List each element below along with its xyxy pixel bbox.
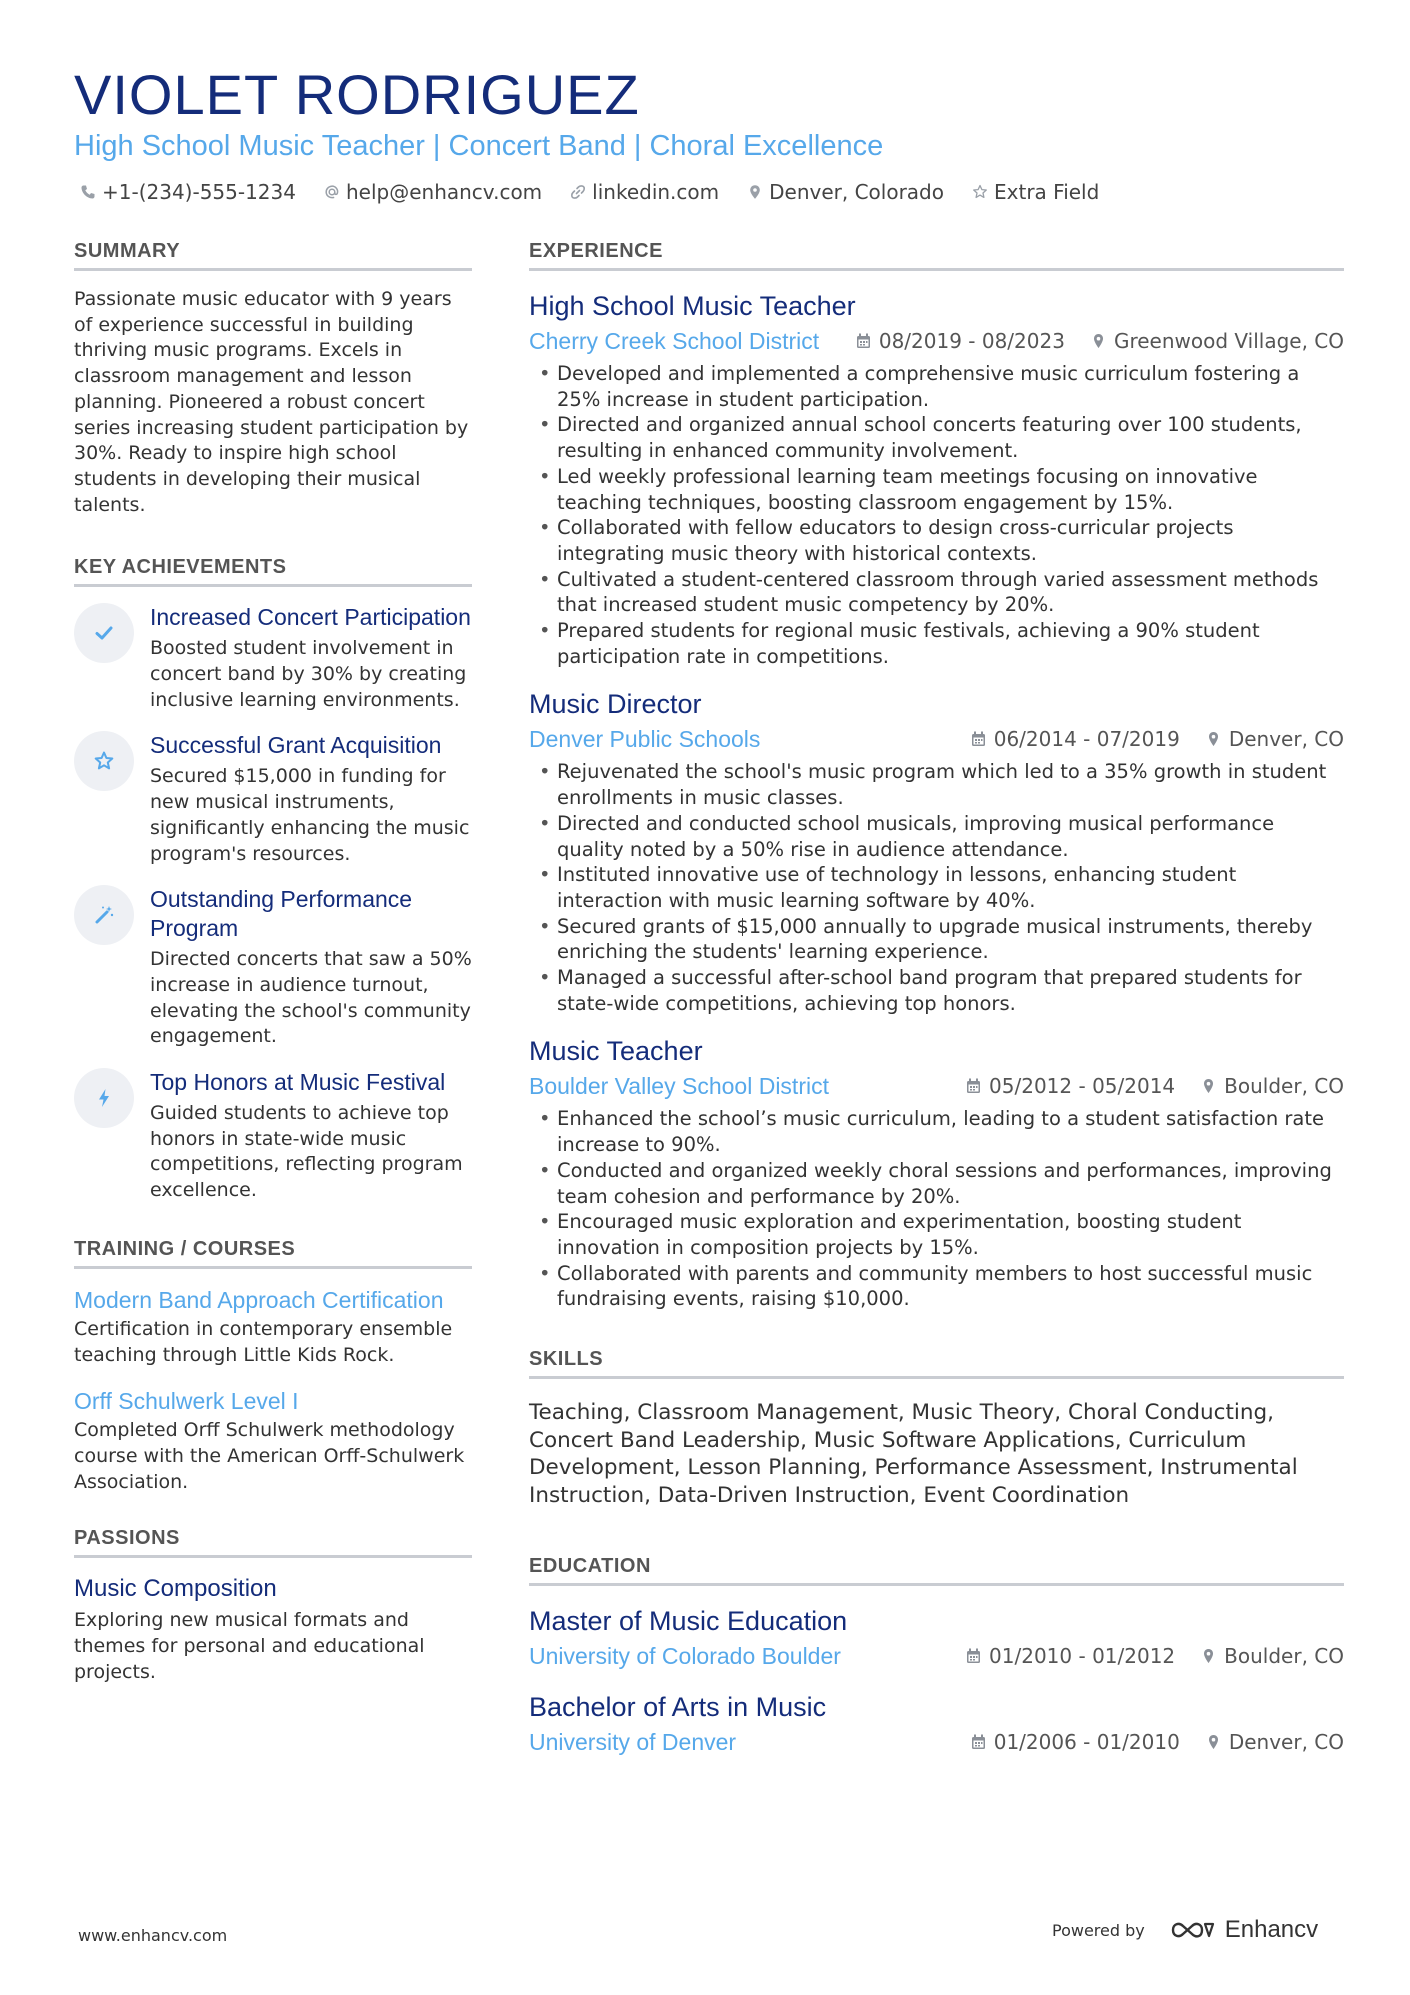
passion-desc: Exploring new musical formats and themes for personal and educational projects. <box>74 1609 425 1683</box>
achievement-badge <box>74 1068 134 1128</box>
bullet-item: • Collaborated with parents and community members to host successful music fundraising events, raising $10,000. <box>529 1261 1344 1312</box>
achievement-title: Outstanding Performance Program <box>150 886 413 942</box>
skills-section <box>529 1346 1344 1509</box>
achievement-item <box>74 731 472 867</box>
lightning-bolt-icon <box>93 1087 115 1109</box>
location-pin-icon <box>1201 1648 1216 1664</box>
bullet-item: • Conducted and organized weekly choral sessions and performances, improving team cohesion and performance by 20%. <box>529 1158 1344 1209</box>
job-entry <box>529 1034 1344 1312</box>
bullet-item: • Instituted innovative use of technology in lessons, enhancing student interaction with music learning software by 40%. <box>529 862 1344 913</box>
course-item <box>74 1386 472 1495</box>
course-item <box>74 1285 472 1368</box>
brand-name: Enhancv <box>1224 1916 1319 1943</box>
education-location: Denver, CO <box>1228 1730 1344 1755</box>
contact-text: Extra Field <box>994 180 1100 204</box>
star-icon <box>93 750 115 772</box>
achievement-item <box>74 603 472 713</box>
bullet-item: • Collaborated with fellow educators to design cross-curricular projects integrating music theory with historical contexts. <box>529 515 1344 566</box>
education-dates: 01/2010 - 01/2012 <box>989 1644 1176 1669</box>
education-dates: 01/2006 - 01/2010 <box>993 1730 1180 1755</box>
passion-title: Music Composition <box>74 1575 277 1603</box>
calendar-icon <box>856 333 871 349</box>
achievement-title: Successful Grant Acquisition <box>150 732 442 759</box>
achievement-title: Increased Concert Participation <box>150 604 471 631</box>
contact-text: linkedin.com <box>592 180 720 204</box>
section-title: EXPERIENCE <box>529 238 1344 271</box>
contact-phone[interactable] <box>80 178 296 206</box>
link-icon <box>570 184 586 200</box>
job-title: High School Music Teacher <box>529 291 856 321</box>
contact-linkedin[interactable] <box>570 178 719 206</box>
job-dates: 05/2012 - 05/2014 <box>989 1074 1176 1099</box>
bullet-item: • Managed a successful after-school band program that prepared students for state-wide competitions, achieving top honors. <box>529 965 1344 1016</box>
course-title: Modern Band Approach Certification <box>74 1286 444 1313</box>
job-entry <box>529 687 1344 1016</box>
job-dates: 06/2014 - 07/2019 <box>993 727 1180 752</box>
calendar-icon <box>971 1734 986 1750</box>
training-section <box>74 1236 472 1496</box>
brand-logo[interactable] <box>1169 1916 1318 1944</box>
achievement-badge <box>74 603 134 663</box>
location-pin-icon <box>1206 731 1221 747</box>
education-location: Boulder, CO <box>1224 1644 1344 1669</box>
education-entry <box>529 1604 1344 1674</box>
job-bullets <box>529 1106 1344 1312</box>
passions-section <box>74 1525 472 1685</box>
section-title: KEY ACHIEVEMENTS <box>74 554 472 587</box>
achievements-section <box>74 554 472 1204</box>
bullet-item: • Secured grants of $15,000 annually to upgrade musical instruments, thereby enriching the students' learning experience. <box>529 914 1344 965</box>
section-title: SKILLS <box>529 1346 1344 1379</box>
achievement-desc: Directed concerts that saw a 50% increase in audience turnout, elevating the school's community engagement. <box>150 948 472 1048</box>
job-title: Music Director <box>529 689 702 720</box>
location-pin-icon <box>1091 333 1106 349</box>
section-title: SUMMARY <box>74 238 472 271</box>
job-location: Greenwood Village, CO <box>1113 329 1344 353</box>
contact-extra <box>972 178 1099 206</box>
contact-text: Denver, Colorado <box>769 180 944 204</box>
job-title: Music Teacher <box>529 1036 703 1067</box>
education-entry <box>529 1690 1344 1760</box>
company-name: Denver Public Schools <box>529 725 761 752</box>
education-section <box>529 1553 1344 1760</box>
calendar-icon <box>966 1078 981 1094</box>
phone-icon <box>80 184 96 200</box>
achievement-item <box>74 1068 472 1204</box>
passion-item <box>74 1574 472 1685</box>
bullet-item: • Encouraged music exploration and experimentation, boosting student innovation in composition projects by 15%. <box>529 1209 1344 1260</box>
location-pin-icon <box>1201 1078 1216 1094</box>
company-name: Boulder Valley School District <box>529 1072 829 1099</box>
job-location: Boulder, CO <box>1224 1074 1344 1099</box>
job-location: Denver, CO <box>1228 727 1344 752</box>
bullet-item: • Directed and conducted school musicals, improving musical performance quality noted by a 50% rise in audience attendance. <box>529 811 1344 862</box>
contact-bar <box>80 178 1099 206</box>
achievement-item <box>74 885 472 1050</box>
achievement-desc: Guided students to achieve top honors in state-wide music competitions, reflecting program excellence. <box>150 1102 463 1202</box>
company-name: Cherry Creek School District <box>529 327 820 354</box>
job-bullets <box>529 759 1344 1016</box>
calendar-icon <box>971 731 986 747</box>
section-title: EDUCATION <box>529 1553 1344 1586</box>
calendar-icon <box>966 1648 981 1664</box>
course-desc: Completed Orff Schulwerk methodology course with the American Orff-Schulwerk Association. <box>74 1419 465 1493</box>
achievement-desc: Secured $15,000 in funding for new musical instruments, significantly enhancing the music program's resources. <box>150 765 470 865</box>
star-icon <box>972 184 988 200</box>
bullet-item: • Developed and implemented a comprehensive music curriculum fostering a 25% increase in student participation. <box>529 361 1344 412</box>
footer-branding <box>1052 1916 1318 1944</box>
left-column <box>74 238 472 1686</box>
achievement-title: Top Honors at Music Festival <box>150 1069 446 1096</box>
magic-wand-icon <box>93 904 115 926</box>
summary-section <box>74 238 472 518</box>
bullet-item: • Rejuvenated the school's music program which led to a 35% growth in student enrollments in music classes. <box>529 759 1344 810</box>
job-entry <box>529 289 1344 669</box>
location-pin-icon <box>1206 1734 1221 1750</box>
checkmark-icon <box>93 622 115 644</box>
achievement-badge <box>74 731 134 791</box>
achievement-desc: Boosted student involvement in concert band by 30% by creating inclusive learning environments. <box>150 637 467 711</box>
school-name: University of Colorado Boulder <box>529 1642 841 1669</box>
bullet-item: • Enhanced the school’s music curriculum, leading to a student satisfaction rate increase to 90%. <box>529 1106 1344 1157</box>
powered-by-label: Powered by <box>1052 1920 1145 1940</box>
location-pin-icon <box>747 184 763 200</box>
right-column <box>529 238 1344 1760</box>
achievement-badge <box>74 885 134 945</box>
contact-email[interactable] <box>324 178 542 206</box>
bullet-item: • Led weekly professional learning team meetings focusing on innovative teaching techniques, boosting classroom engagement by 15%. <box>529 464 1344 515</box>
enhancv-logo-icon <box>1169 1918 1215 1942</box>
summary-text: Passionate music educator with 9 years of experience successful in building thriving music programs. Excels in classroom management and lesson planning. Pioneered a robust concert series increasing student participation by 30%. Ready to inspire high school students in developing their musical talents. <box>74 288 469 516</box>
course-desc: Certification in contemporary ensemble teaching through Little Kids Rock. <box>74 1317 453 1366</box>
job-dates: 08/2019 - 08/2023 <box>878 329 1065 353</box>
job-bullets <box>529 361 1344 669</box>
contact-text: +1-(234)-555-1234 <box>102 180 296 204</box>
bullet-item: • Directed and organized annual school concerts featuring over 100 students, resulting in enhanced community involvement. <box>529 412 1344 463</box>
section-title: TRAINING / COURSES <box>74 1236 472 1269</box>
school-name: University of Denver <box>529 1728 737 1755</box>
bullet-item: • Prepared students for regional music festivals, achieving a 90% student participation rate in competitions. <box>529 618 1344 669</box>
course-title: Orff Schulwerk Level I <box>74 1388 299 1415</box>
degree-title: Master of Music Education <box>529 1606 848 1637</box>
degree-title: Bachelor of Arts in Music <box>529 1692 827 1723</box>
footer-website[interactable]: www.enhancv.com <box>78 1926 228 1945</box>
experience-section <box>529 238 1344 1312</box>
at-icon <box>324 184 340 200</box>
section-title: PASSIONS <box>74 1525 472 1558</box>
bullet-item: • Cultivated a student-centered classroom through varied assessment methods that increased student music competency by 20%. <box>529 567 1344 618</box>
candidate-headline: High School Music Teacher | Concert Band | Choral Excellence <box>74 130 884 162</box>
contact-text: help@enhancv.com <box>345 180 543 204</box>
candidate-name: VIOLET RODRIGUEZ <box>74 63 640 126</box>
skills-text: Teaching, Classroom Management, Music Theory, Choral Conducting, Concert Band Leadership, Music Software Applications, Curriculum Development, Lesson Planning, Performance Assessment, Instrumental Instruction, Data-Driven Instruction, Event Coordination <box>529 1400 1298 1508</box>
contact-location <box>747 178 944 206</box>
